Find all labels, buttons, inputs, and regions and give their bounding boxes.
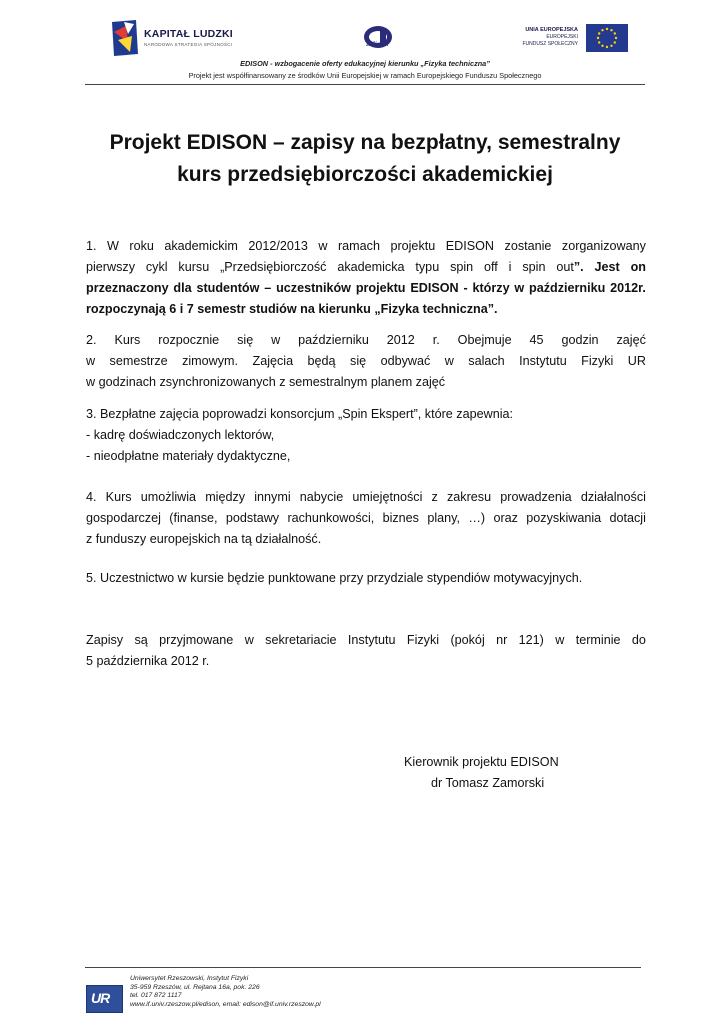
- word: dotacji: [609, 511, 646, 525]
- p5-line-1: 5. Uczestnictwo w kursie będzie punktowane przy przydziale stypendiów motywacyjnych.: [86, 571, 583, 585]
- word: …): [468, 511, 486, 525]
- footer-line-2: 35-959 Rzeszów, ul. Rejtana 16a, pok. 226: [130, 983, 260, 991]
- word: spin: [450, 260, 474, 274]
- word: pierwszy: [86, 260, 135, 274]
- edison-logo: [358, 24, 396, 50]
- word: umożliwia: [140, 490, 197, 504]
- edison-logo-text: Edison: [366, 40, 389, 48]
- word: UR: [627, 354, 646, 368]
- word: biznes: [382, 511, 419, 525]
- word: plany,: [427, 511, 460, 525]
- header-divider: [85, 84, 645, 85]
- word: typu: [415, 260, 440, 274]
- word: rozpocznie: [158, 333, 220, 347]
- word: EDISON: [445, 239, 495, 253]
- word: zorganizowany: [561, 239, 646, 253]
- title-line-1: Projekt EDISON – zapisy na bezpłatny, semestralny: [109, 131, 621, 154]
- word: Kurs: [105, 490, 132, 504]
- word: umiejętności: [352, 490, 423, 504]
- eu-line-3: FUNDUSZ SPOŁECZNY: [522, 41, 578, 47]
- p3-line-1: 3. Bezpłatne zajęcia poprowadzi konsorcjum „Spin Ekspert”, które zapewnia:: [86, 407, 514, 421]
- word: „Przedsiębiorczość: [220, 260, 327, 274]
- p1-line-3: [86, 278, 646, 299]
- word: odbywać: [380, 354, 431, 368]
- word: Obejmuje: [457, 333, 512, 347]
- word: Zajęcia: [252, 354, 294, 368]
- header-funding-line: Projekt jest współfinansowany ze środków Unii Europejskiej w ramach Europejskiego Funduszu Społecznego: [188, 71, 542, 80]
- word: Fizyki: [581, 354, 614, 368]
- word: -: [463, 281, 468, 295]
- word: i: [508, 260, 512, 274]
- p2-line-3: w godzinach zsynchronizowanych z semestralnym planem zajęć: [86, 375, 446, 389]
- word: (pokój: [450, 633, 485, 647]
- p6-line-1: [86, 630, 646, 651]
- ur-logo: [86, 985, 123, 1013]
- p1-line-2-tail: [556, 257, 583, 278]
- word: październiku: [298, 333, 369, 347]
- word: 4.: [86, 490, 97, 504]
- word: EDISON: [410, 281, 459, 295]
- word: do: [631, 633, 646, 647]
- word: –: [264, 281, 272, 295]
- word: 2012: [386, 333, 415, 347]
- word: 121): [518, 633, 544, 647]
- paragraph-6: [86, 630, 646, 672]
- word: projektu: [390, 239, 436, 253]
- word: 1.: [86, 239, 97, 253]
- word: zostanie: [504, 239, 552, 253]
- word: październiku: [529, 281, 606, 295]
- word: przyjmowane: [159, 633, 234, 647]
- word: sekretariacie: [265, 633, 337, 647]
- word: W: [107, 239, 119, 253]
- word: terminie: [575, 633, 621, 647]
- footer-address: [130, 975, 321, 1009]
- word: pozyskiwania: [526, 511, 602, 525]
- paragraph-3: [86, 404, 646, 467]
- footer-line-4: www.if.univ.rzeszow.pl/edison, email: edison@if.univ.rzeszow.pl: [130, 1000, 321, 1008]
- word: salach: [468, 354, 505, 368]
- word: roku: [129, 239, 154, 253]
- word: rachunkowości,: [287, 511, 375, 525]
- eu-logo: [512, 24, 628, 52]
- word: innymi: [254, 490, 291, 504]
- word: oraz: [493, 511, 518, 525]
- word: w: [244, 633, 254, 647]
- p6-line-2: 5 października 2012 r.: [86, 654, 210, 668]
- word: off: [484, 260, 498, 274]
- word: będą: [307, 354, 336, 368]
- word: przeznaczony: [86, 281, 169, 295]
- word: 2.: [86, 333, 97, 347]
- p3-line-2: - kadrę doświadczonych lektorów,: [86, 428, 275, 442]
- word: godzin: [561, 333, 599, 347]
- word: studentów: [196, 281, 260, 295]
- word: spin: [522, 260, 546, 274]
- signature-block: [404, 752, 644, 794]
- word: akademickim: [164, 239, 238, 253]
- word: 45: [529, 333, 544, 347]
- word: (finanse,: [169, 511, 218, 525]
- eu-flag-icon: [586, 24, 628, 52]
- p2-line-1: [86, 330, 646, 351]
- word: zakresu: [446, 490, 492, 504]
- word: Instytutu: [347, 633, 396, 647]
- word: którzy: [472, 281, 510, 295]
- paragraph-1: [86, 236, 646, 320]
- word: Kurs: [114, 333, 141, 347]
- word: działalności: [580, 490, 646, 504]
- footer-line-3: tel. 017 872 1117: [130, 992, 182, 1000]
- word: cykl: [145, 260, 168, 274]
- word: w: [514, 281, 525, 295]
- word: są: [134, 633, 148, 647]
- word: między: [205, 490, 246, 504]
- word: uczestników: [276, 281, 351, 295]
- p1-line-2: [86, 257, 646, 278]
- word: w: [444, 354, 454, 368]
- p1-line-1: [86, 236, 646, 257]
- p1-word-out: out: [556, 260, 574, 274]
- footer-line-1: Uniwersytet Rzeszowski, Instytut Fizyki: [130, 975, 249, 982]
- word: Zapisy: [86, 633, 124, 647]
- p1-bold-word: ”.: [573, 260, 584, 274]
- word: r.: [432, 333, 440, 347]
- word: 2012r.: [610, 281, 646, 295]
- word: zimowym.: [182, 354, 239, 368]
- word: się: [237, 333, 254, 347]
- word: semestrze: [109, 354, 168, 368]
- word: się: [350, 354, 367, 368]
- word: dla: [173, 281, 192, 295]
- kapital-ludzki-title: KAPITAŁ LUDZKI: [144, 28, 233, 40]
- eu-line-2: EUROPEJSKI: [546, 34, 578, 40]
- p1-bold-word: Jest: [594, 260, 620, 274]
- eu-line-1: UNIA EUROPEJSKA: [525, 27, 578, 33]
- p1-line-4: rozpoczynają 6 i 7 semestr studiów na kierunku „Fizyka techniczna”.: [86, 302, 498, 316]
- p4-line-2: [86, 508, 646, 529]
- word: w: [271, 333, 281, 347]
- word: Fizyki: [406, 633, 440, 647]
- word: projektu: [355, 281, 406, 295]
- p4-line-3: z funduszy europejskich na tą działalność.: [86, 532, 322, 546]
- word: 2012/2013: [248, 239, 308, 253]
- header-project-line: EDISON - wzbogacenie oferty edukacyjnej kierunku „Fizyka techniczna”: [240, 59, 490, 68]
- word: w: [555, 633, 565, 647]
- word: gospodarczej: [86, 511, 161, 525]
- word: kursu: [178, 260, 210, 274]
- word: podstawy: [225, 511, 280, 525]
- page-title: [80, 127, 650, 191]
- p1-bold-word: on: [630, 260, 646, 274]
- paragraph-4: [86, 487, 646, 550]
- p4-line-1: [86, 487, 646, 508]
- word: akademicka: [337, 260, 405, 274]
- ur-logo-text: UR: [91, 990, 110, 1006]
- word: w: [318, 239, 328, 253]
- word: nabycie: [299, 490, 344, 504]
- word: nr: [496, 633, 508, 647]
- word: ramach: [337, 239, 380, 253]
- title-line-2: kurs przedsiębiorczości akademickiej: [177, 163, 553, 186]
- signature-role: Kierownik projektu EDISON: [404, 755, 559, 769]
- paragraph-2: [86, 330, 646, 393]
- word: Instytutu: [519, 354, 567, 368]
- p3-line-3: - nieodpłatne materiały dydaktyczne,: [86, 449, 291, 463]
- paragraph-5: [86, 568, 646, 589]
- kapital-ludzki-logo: [110, 18, 240, 62]
- kapital-ludzki-emblem-icon: [110, 18, 140, 58]
- word: zajęć: [616, 333, 646, 347]
- signature-name: dr Tomasz Zamorski: [431, 776, 545, 790]
- footer-divider: [85, 967, 641, 968]
- word: prowadzenia: [500, 490, 572, 504]
- word: w: [86, 354, 96, 368]
- p2-line-2: [86, 351, 646, 372]
- word: z: [431, 490, 438, 504]
- kapital-ludzki-subtitle: NARODOWA STRATEGIA SPÓJNOŚCI: [144, 42, 233, 47]
